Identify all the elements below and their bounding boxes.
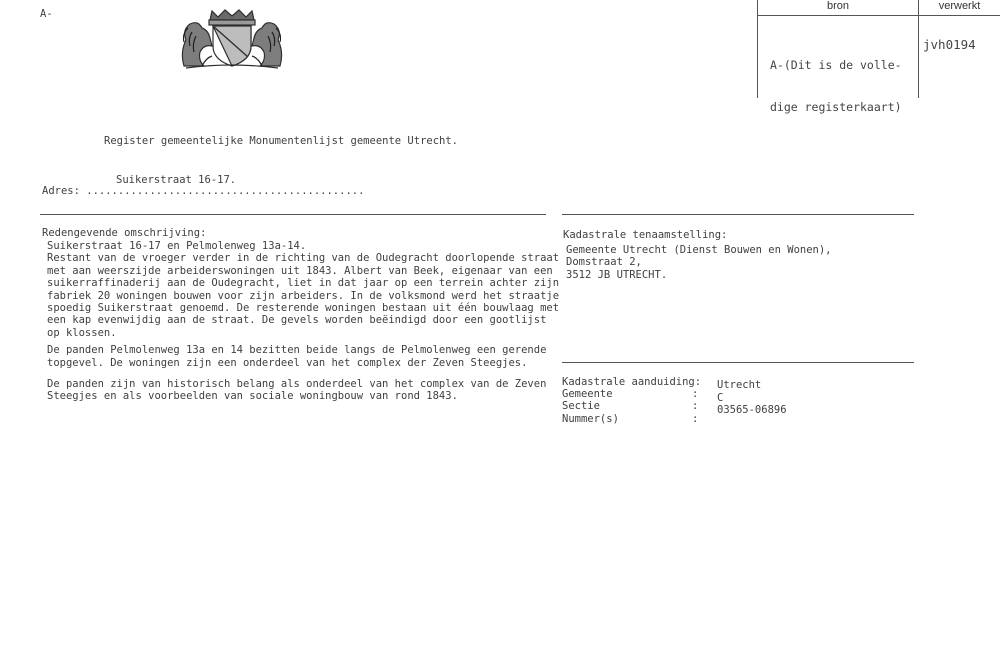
cadastral-label: Gemeente: [562, 388, 613, 400]
corner-mark: A-: [40, 8, 53, 20]
verwerkt-column-header: verwerkt: [938, 0, 981, 12]
address-dotted-line: ............................................: [86, 185, 365, 197]
bron-value-line: dige registerkaart): [770, 100, 902, 114]
description-heading: Redengevende omschrijving:: [42, 227, 207, 239]
owner-address: [566, 244, 832, 281]
address-street: Suikerstraat 16-17.: [116, 174, 237, 186]
owner-line: Gemeente Utrecht (Dienst Bouwen en Wonen),: [566, 244, 832, 256]
description-line: Suikerstraat 16-17 en Pelmolenweg 13a-14.: [47, 240, 307, 252]
owner-line: Domstraat 2,: [566, 256, 642, 269]
cadastral-row: [562, 400, 698, 412]
description-line: spoedig Suikerstraat genoemd. De resterende woningen bestaan uit één bouwlaag met: [47, 302, 560, 315]
cadastral-value: C: [717, 391, 724, 404]
cadastral-label: Sectie: [562, 400, 600, 413]
cadastral-labels: [562, 388, 698, 425]
description-line: Restant van de vroeger verder in de richting van de Oudegracht doorlopende straat: [47, 252, 560, 265]
verwerkt-value: jvh0194: [923, 37, 976, 52]
cadastral-row: [562, 413, 698, 425]
description-line: De panden Pelmolenweg 13a en 14 bezitten beide langs de Pelmolenweg een gerende: [47, 344, 547, 357]
cadastral-separator: :: [692, 388, 699, 400]
description-rule: [40, 214, 546, 215]
owner-heading: Kadastrale tenaamstelling:: [563, 229, 728, 241]
description-line: fabriek 20 woningen bouwen voor zijn arbeiders. In de volksmond werd het straatje: [47, 289, 560, 302]
description-line: topgevel. De woningen zijn een onderdeel van het complex der Zeven Steegjes.: [47, 356, 528, 369]
bron-value: [770, 30, 902, 128]
description-body: [47, 240, 559, 403]
cadastral-label: Nummer(s): [562, 412, 619, 425]
cadastral-separator: :: [692, 400, 699, 413]
bron-box-header-rule: [757, 15, 1000, 16]
address-field: [42, 185, 364, 197]
address-label: Adres:: [42, 185, 80, 197]
cadastral-rule: [562, 362, 914, 363]
cadastral-value: Utrecht: [717, 379, 762, 391]
description-line: suikerraffinaderij aan de Oudegracht, liet in dat jaar op een terrein achter zijn: [47, 277, 560, 290]
coat-of-arms-emblem: [176, 8, 288, 70]
cadastral-row: [562, 388, 698, 400]
owner-rule: [562, 214, 914, 215]
register-title: Register gemeentelijke Monumentenlijst gemeente Utrecht.: [104, 135, 459, 147]
owner-line: 3512 JB UTRECHT.: [566, 268, 668, 281]
description-line: Steegjes en als voorbeelden van sociale woningbouw van rond 1843.: [47, 390, 458, 403]
description-line: met aan weerszijde arbeiderswoningen uit 1843. Albert van Beek, eigenaar van een: [47, 264, 553, 277]
description-line: een kap evenwijdig aan de straat. De gevels worden beëindigd door een gootlijst: [47, 314, 547, 327]
cadastral-heading: Kadastrale aanduiding:: [562, 376, 702, 388]
description-line: op klossen.: [47, 326, 117, 339]
description-line: De panden zijn van historisch belang als onderdeel van het complex van de Zeven: [47, 378, 547, 391]
cadastral-separator: :: [692, 412, 699, 425]
cadastral-values: [717, 379, 787, 417]
bron-column-header: bron: [826, 0, 850, 12]
bron-value-line: A-(Dit is de volle-: [770, 58, 902, 72]
cadastral-value: 03565-06896: [717, 404, 787, 416]
